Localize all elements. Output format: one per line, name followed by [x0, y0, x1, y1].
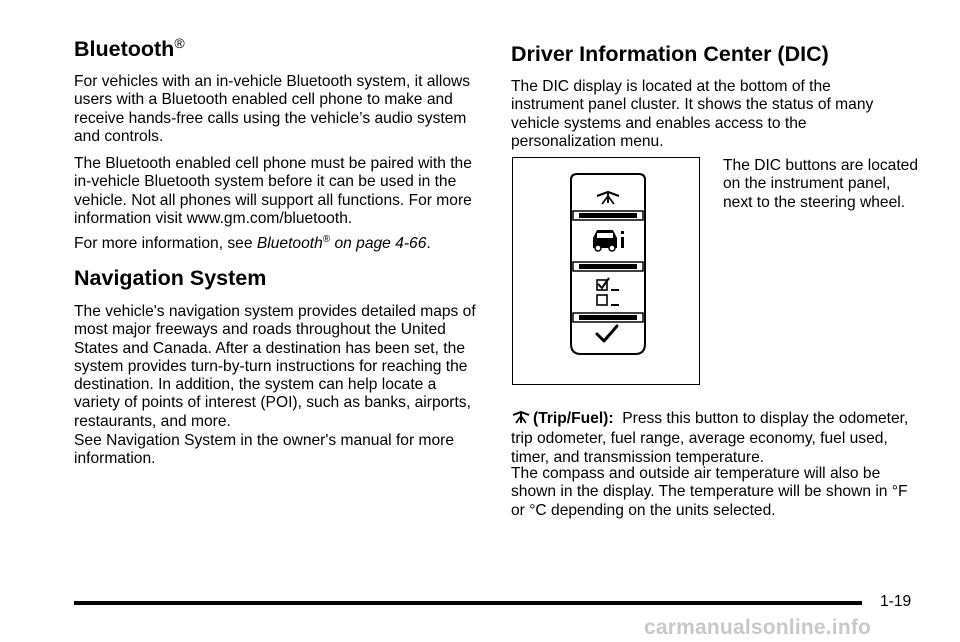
- page-number: 1-19: [880, 593, 912, 610]
- dic-buttons-figure: [512, 157, 700, 385]
- navigation-heading: Navigation System: [74, 266, 267, 290]
- bluetooth-heading-text: Bluetooth: [74, 37, 175, 61]
- bluetooth-reference[interactable]: Bluetooth: [256, 235, 323, 252]
- see-prefix: For more information, see: [74, 235, 257, 252]
- trip-fuel-description: Press this button to display the odometer, trip odometer, fuel range, average economy, fuel used, timer, and transmission temperature.: [511, 410, 909, 466]
- bluetooth-heading: [74, 34, 185, 62]
- reference-registered-mark: ®: [322, 233, 331, 245]
- watermark: carmanualsonline.info: [644, 616, 872, 639]
- trip-fuel-icon: [511, 411, 533, 430]
- trip-fuel-paragraph: [511, 410, 919, 467]
- bluetooth-paragraph-3: [74, 235, 482, 253]
- bluetooth-paragraph-2: The Bluetooth enabled cell phone must be paired with the in-vehicle Bluetooth system before it can be used in the vehicle. Not all phones will support all functions. For more information visit www.gm.com/bluetooth.: [74, 155, 472, 227]
- dic-paragraph-1: The DIC display is located at the bottom of the instrument panel cluster. It shows the status of many vehicle systems and enables access to the personalization menu.: [511, 78, 874, 150]
- dic-heading: Driver Information Center (DIC): [511, 42, 829, 66]
- trip-fuel-paragraph-2: The compass and outside air temperature will also be shown in the display. The temperature will be shown in °F or °C depending on the units selected.: [511, 465, 908, 519]
- reference-period: .: [426, 235, 431, 252]
- bluetooth-paragraph-1: For vehicles with an in-vehicle Bluetooth system, it allows users with a Bluetooth enabled cell phone to make and receive hands-free calls using the vehicle’s audio system and controls.: [74, 73, 471, 145]
- dic-figure-caption: The DIC buttons are located on the instrument panel, next to the steering wheel.: [723, 157, 919, 211]
- reference-page[interactable]: on page 4-66: [330, 235, 427, 252]
- dic-buttons-illustration: [513, 158, 699, 384]
- registered-mark: ®: [174, 34, 185, 51]
- navigation-paragraph-1: The vehicle's navigation system provides detailed maps of most major freeways and roads throughout the United States and Canada. After a destination has been set, the system provides turn-by-turn instructions for reaching the destination. In addition, the system can help locate a variety of points of interest (POI), such as banks, airports, restaurants, and more.: [74, 303, 476, 430]
- footer-rule: [74, 601, 862, 605]
- trip-fuel-label: (Trip/Fuel):: [533, 410, 614, 427]
- navigation-paragraph-2: See Navigation System in the owner's manual for more information.: [74, 432, 455, 468]
